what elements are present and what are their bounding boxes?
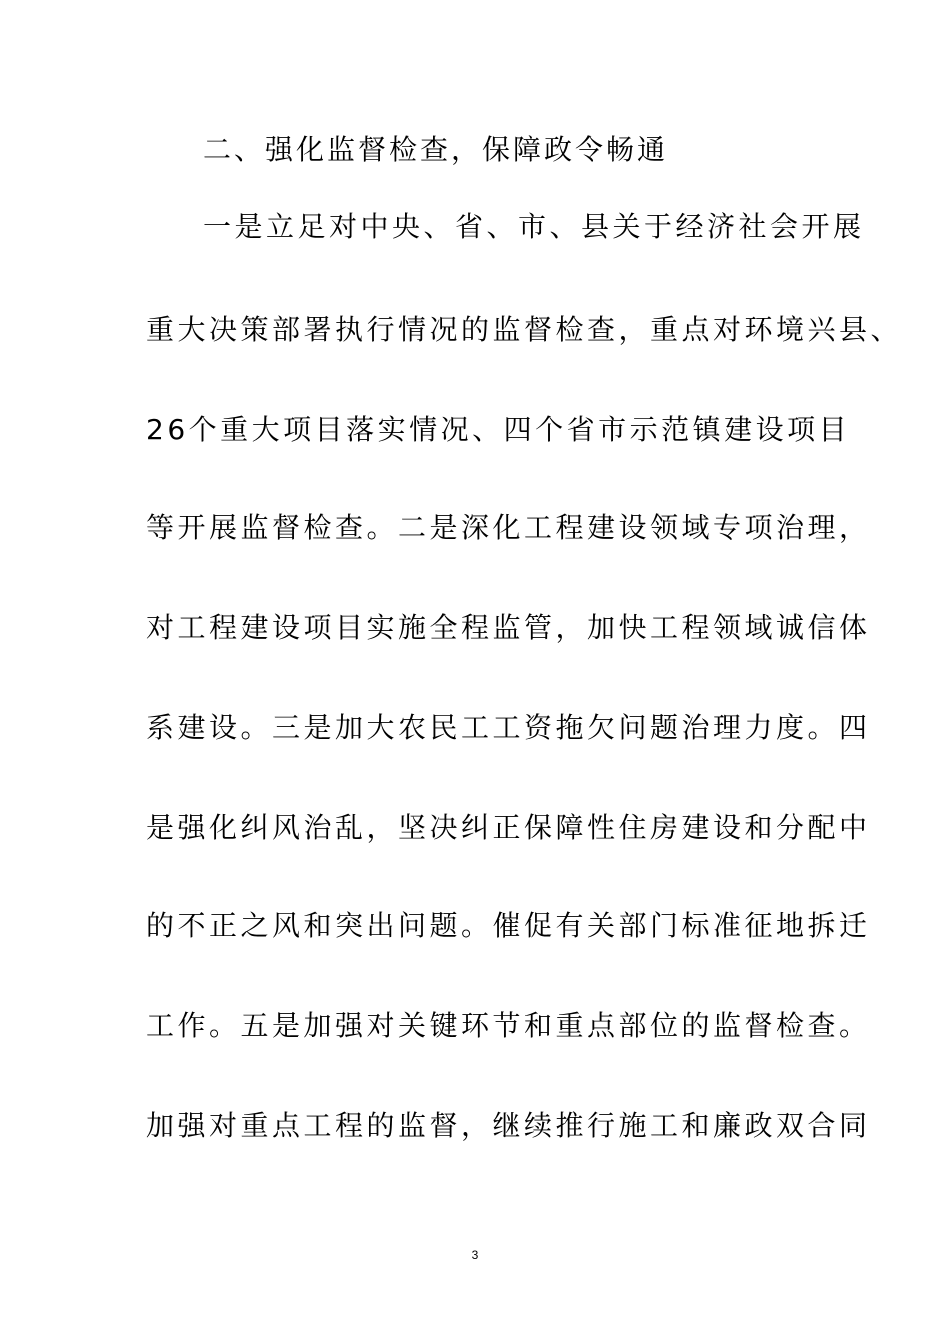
paragraph-line-5: 对工程建设项目实施全程监管，加快工程领域诚信体 xyxy=(146,611,871,644)
paragraph-line-9: 工作。五是加强对关键环节和重点部位的监督检查。 xyxy=(146,1009,871,1042)
paragraph-line-2: 重大决策部署执行情况的监督检查，重点对环境兴县、 xyxy=(146,313,903,346)
paragraph-line-1: 一是立足对中央、省、市、县关于经济社会开展 xyxy=(203,210,865,243)
section-heading: 二、强化监督检查，保障政令畅通 xyxy=(203,133,669,166)
paragraph-line-8: 的不正之风和突出问题。催促有关部门标准征地拆迁 xyxy=(146,909,871,942)
paragraph-line-4: 等开展监督检查。二是深化工程建设领域专项治理， xyxy=(146,511,871,544)
paragraph-line-7: 是强化纠风治乱，坚决纠正保障性住房建设和分配中 xyxy=(146,811,871,844)
paragraph-line-6: 系建设。三是加大农民工工资拖欠问题治理力度。四 xyxy=(146,711,871,744)
page-number: 3 xyxy=(471,1248,479,1262)
paragraph-line-10: 加强对重点工程的监督，继续推行施工和廉政双合同 xyxy=(146,1109,871,1142)
paragraph-line-3: 26个重大项目落实情况、四个省市示范镇建设项目 xyxy=(146,413,851,446)
